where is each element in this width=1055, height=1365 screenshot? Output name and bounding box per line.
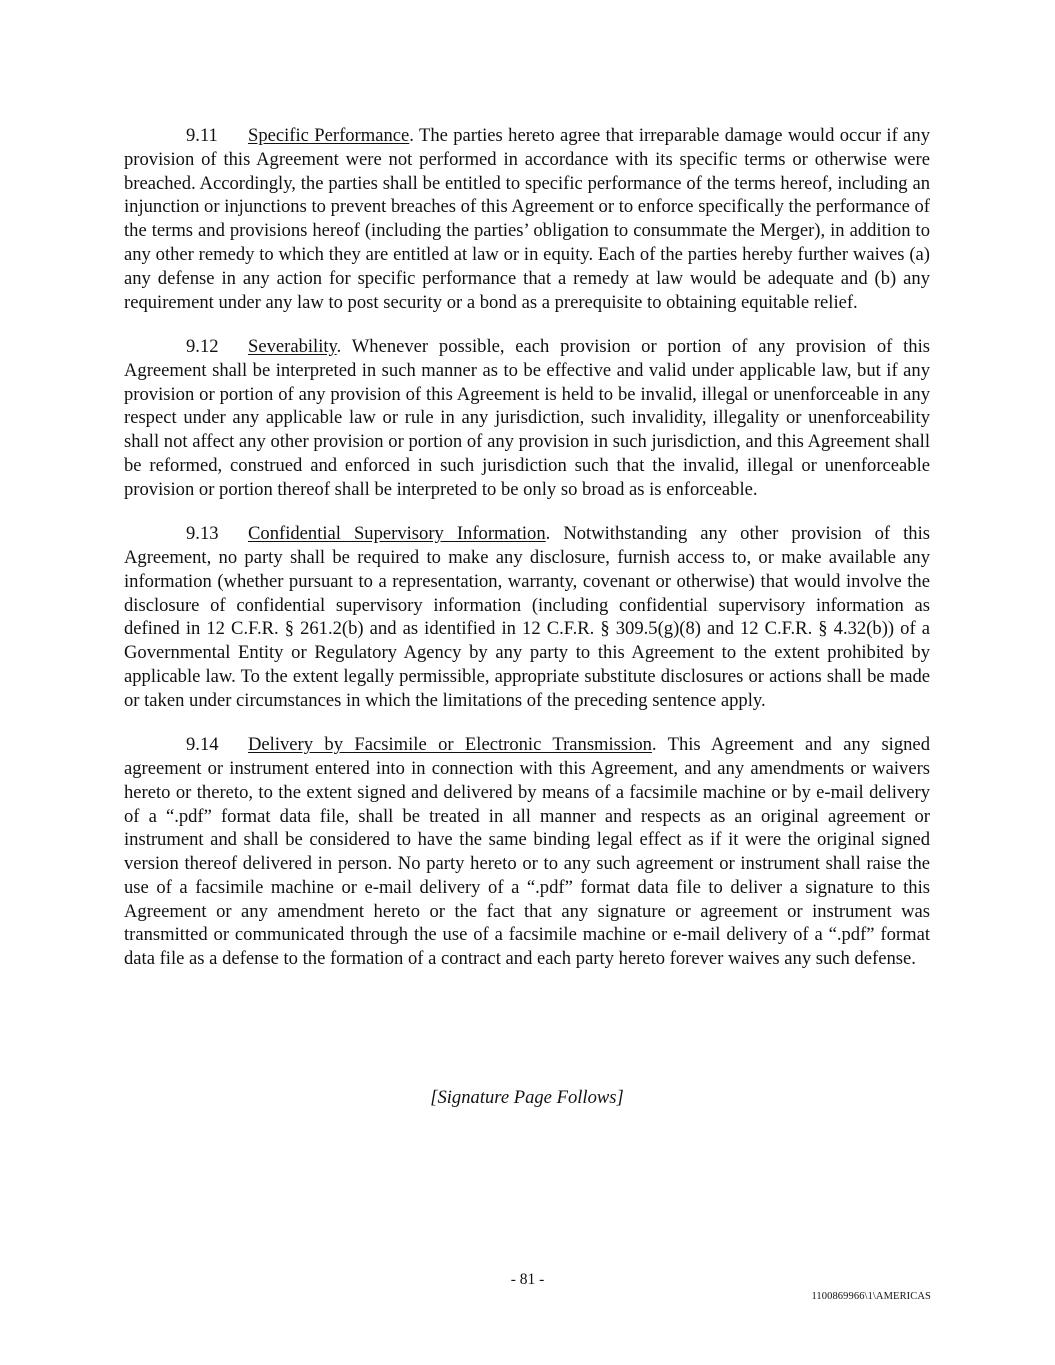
section-heading: Severability bbox=[248, 335, 337, 357]
section-number: 9.12 bbox=[186, 335, 219, 357]
section-number: 9.11 bbox=[186, 125, 218, 146]
section-text: . The parties hereto agree that irreparable damage would occur if any provision of this Agreement were not performed in accordance with its specific terms or otherwise were breached. Accordingly, the parties shall be entitled to specific performance of the terms hereof, including an injunction or injunctions to prevent breaches of this Agreement or to enforce specifically the performance of the terms and provisions hereof (including the parties’ obligation to consummate the Merger), in addition to any other remedy to which they are entitled at law or in equity. Each of the parties hereby further waives (a) any defense in any action for specific performance that a remedy at law would be adequate and (b) any requirement under any law to post security or a bond as a prerequisite to obtaining equitable relief. bbox=[124, 125, 930, 313]
section-9-14 bbox=[124, 733, 930, 971]
section-heading: Confidential Supervisory Information bbox=[248, 523, 546, 545]
section-text: . This Agreement and any signed agreement or instrument entered into in connection with this Agreement, and any amendments or waivers hereto or thereto, to the extent signed and delivered by means of a facsimile machine or by e-mail delivery of a “.pdf” format data file, shall be treated in all manner and respects as an original agreement or instrument and shall be considered to have the same binding legal effect as if it were the original signed version thereof delivered in person. No party hereto or to any such agreement or instrument shall raise the use of a facsimile machine or e-mail delivery of a “.pdf” format data file to deliver a signature to this Agreement or any amendment hereto or the fact that any signature or agreement or instrument was transmitted or communicated through the use of a facsimile machine or e-mail delivery of a “.pdf” format data file as a defense to the formation of a contract and each party hereto forever waives any such defense. bbox=[124, 734, 930, 970]
section-number: 9.13 bbox=[186, 523, 219, 545]
section-heading: Specific Performance bbox=[248, 125, 410, 146]
page-number: - 81 - bbox=[510, 1271, 545, 1288]
document-id: 1100869966\1\AMERICAS bbox=[811, 1291, 931, 1302]
section-9-11 bbox=[124, 124, 930, 314]
section-text: . Notwithstanding any other provision of this Agreement, no party shall be required to make any disclosure, furnish access to, or make available any information (whether pursuant to a representation, warranty, covenant or otherwise) that would involve the disclosure of confidential supervisory information (including confidential supervisory information as defined in 12 C.F.R. § 261.2(b) and as identified in 12 C.F.R. § 309.5(g)(8) and 12 C.F.R. § 4.32(b)) of a Governmental Entity or Regulatory Agency by any party to this Agreement to the extent prohibited by applicable law. To the extent legally permissible, appropriate substitute disclosures or actions shall be made or taken under circumstances in which the limitations of the preceding sentence apply. bbox=[124, 523, 930, 711]
section-heading: Delivery by Facsimile or Electronic Transmission bbox=[248, 734, 652, 756]
section-9-13 bbox=[124, 522, 930, 712]
section-number: 9.14 bbox=[186, 734, 219, 756]
section-text: . Whenever possible, each provision or portion of any provision of this Agreement shall be interpreted in such manner as to be effective and valid under applicable law, but if any provision or portion of any provision of this Agreement is held to be invalid, illegal or unenforceable in any respect under any applicable law or rule in any jurisdiction, such invalidity, illegality or unenforceability shall not affect any other provision or portion of any provision in such jurisdiction, and this Agreement shall be reformed, construed and enforced in such jurisdiction such that the invalid, illegal or unenforceable provision or portion thereof shall be interpreted to be only so broad as is enforceable. bbox=[124, 335, 930, 500]
signature-page-note: [Signature Page Follows] bbox=[430, 1087, 624, 1108]
document-body bbox=[124, 124, 930, 992]
section-9-12 bbox=[124, 335, 930, 502]
